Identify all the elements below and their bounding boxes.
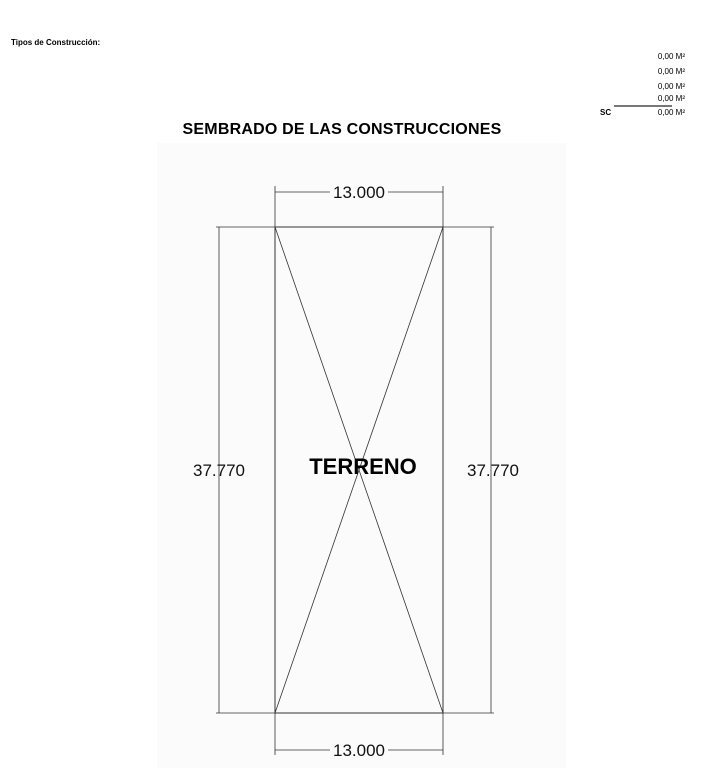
bottom-dimension xyxy=(275,713,443,760)
right-dimension xyxy=(443,227,519,713)
right-dimension-label: 37.770 xyxy=(467,461,519,480)
construction-types-label: Tipos de Construcción: xyxy=(11,38,101,47)
top-dimension-label: 13.000 xyxy=(333,183,385,202)
area-value: 0,00 M² xyxy=(657,108,685,117)
area-value: 0,00 M² xyxy=(657,52,685,61)
area-value: 0,00 M² xyxy=(657,94,685,103)
left-dimension xyxy=(193,227,275,713)
bottom-dimension-label: 13.000 xyxy=(333,741,385,760)
area-value: 0,00 M² xyxy=(657,82,685,91)
drawing-title: SEMBRADO DE LAS CONSTRUCCIONES xyxy=(182,121,502,138)
top-dimension xyxy=(275,183,443,227)
left-dimension-label: 37.770 xyxy=(193,461,245,480)
area-code-sc: SC xyxy=(600,108,612,117)
lot-label: TERRENO xyxy=(309,454,417,479)
area-value: 0,00 M² xyxy=(657,67,685,76)
